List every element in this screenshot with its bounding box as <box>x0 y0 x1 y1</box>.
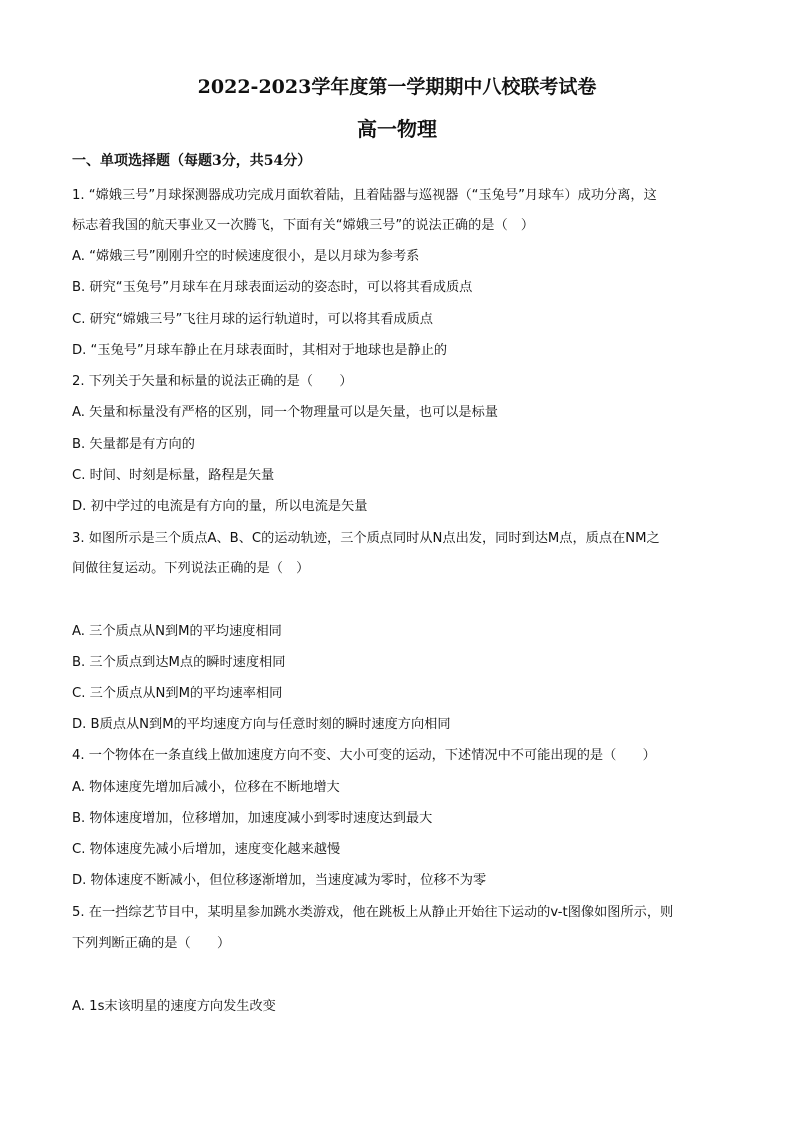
question-3-option-d: D. B质点从N到M的平均速度方向与任意时刻的瞬时速度方向相同 <box>72 717 451 732</box>
question-4-option-b: B. 物体速度增加，位移增加，加速度减小到零时速度达到最大 <box>72 811 433 826</box>
question-4-option-a: A. 物体速度先增加后减小，位移在不断地增大 <box>72 780 340 795</box>
question-4-option-c: C. 物体速度先减小后增加，速度变化越来越慢 <box>72 842 341 857</box>
question-3-line-1: 3. 如图所示是三个质点A、B、C的运动轨迹，三个质点同时从N点出发，同时到达M点，质点在NM之 <box>72 531 660 546</box>
question-5-option-a: A. 1s末该明星的速度方向发生改变 <box>72 999 276 1014</box>
question-1-option-a: A. “嫦娥三号”刚刚升空的时候速度很小，是以月球为参考系 <box>72 249 420 264</box>
question-1-line-2: 标志着我国的航天事业又一次腾飞，下面有关“嫦娥三号”的说法正确的是（ ） <box>72 218 535 233</box>
question-2-line-1: 2. 下列关于矢量和标量的说法正确的是（ ） <box>72 374 353 389</box>
question-2-option-d: D. 初中学过的电流是有方向的量，所以电流是矢量 <box>72 499 368 514</box>
question-2-option-c: C. 时间、时刻是标量，路程是矢量 <box>72 468 275 483</box>
question-3-option-b: B. 三个质点到达M点的瞬时速度相同 <box>72 655 286 670</box>
exam-title: 2022-2023学年度第一学期期中八校联考试卷 <box>197 76 597 98</box>
question-1-option-c: C. 研究“嫦娥三号”飞往月球的运行轨道时，可以将其看成质点 <box>72 312 433 327</box>
question-4-option-d: D. 物体速度不断减小，但位移逐渐增加，当速度减为零时，位移不为零 <box>72 873 487 888</box>
question-1-option-b: B. 研究“玉兔号”月球车在月球表面运动的姿态时，可以将其看成质点 <box>72 280 473 295</box>
question-2-option-a: A. 矢量和标量没有严格的区别，同一个物理量可以是矢量，也可以是标量 <box>72 405 498 420</box>
question-3-line-2: 间做往复运动。下列说法正确的是（ ） <box>72 561 310 576</box>
subject-title: 高一物理 <box>357 117 437 141</box>
question-3-option-c: C. 三个质点从N到M的平均速率相同 <box>72 686 283 701</box>
question-1-option-d: D. “玉兔号”月球车静止在月球表面时，其相对于地球也是静止的 <box>72 343 448 358</box>
section-heading: 一、单项选择题（每题3分，共54分） <box>72 153 312 169</box>
question-3-option-a: A. 三个质点从N到M的平均速度相同 <box>72 624 282 639</box>
question-2-option-b: B. 矢量都是有方向的 <box>72 437 195 452</box>
question-5-line-2: 下列判断正确的是（ ） <box>72 936 231 951</box>
question-5-line-1: 5. 在一挡综艺节目中，某明星参加跳水类游戏，他在跳板上从静止开始往下运动的v-t图像如图所示，则 <box>72 905 674 920</box>
question-4-line-1: 4. 一个物体在一条直线上做加速度方向不变、大小可变的运动，下述情况中不可能出现的是（ ） <box>72 748 656 763</box>
question-1-line-1: 1. “嫦娥三号”月球探测器成功完成月面软着陆，且着陆器与巡视器（“玉兔号”月球车）成功分离，这 <box>72 188 657 203</box>
